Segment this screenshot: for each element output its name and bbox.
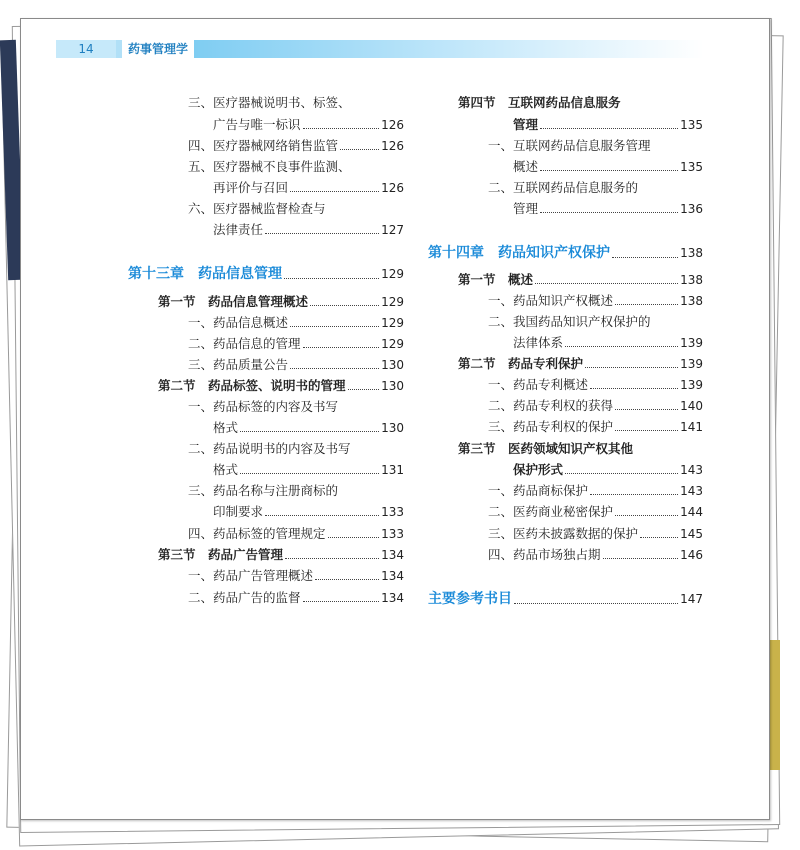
toc-entry: 一、药品信息概述 129: [188, 315, 404, 330]
toc-entry: 二、医药商业秘密保护 144: [488, 504, 703, 519]
section-heading: 保护形式 143: [513, 462, 703, 477]
toc-entry: 一、药品知识产权概述 138: [488, 293, 703, 308]
toc-entry: 概述 135: [513, 159, 703, 174]
toc-entry: 一、药品商标保护 143: [488, 483, 703, 498]
toc-entry: 二、药品广告的监督 134: [188, 590, 404, 605]
toc-entry: 三、医疗器械说明书、标签、: [188, 95, 351, 110]
toc-entry: 印制要求 133: [213, 504, 404, 519]
book-title: 药事管理学: [122, 40, 194, 58]
section-heading: 第二节 药品标签、说明书的管理 130: [158, 378, 404, 393]
chapter-heading: 第十三章 药品信息管理 129: [128, 266, 404, 282]
header-band: [194, 40, 704, 58]
chapter-heading: 主要参考书目 147: [428, 591, 703, 607]
page-number: 14: [56, 40, 116, 58]
section-heading: 第三节 药品广告管理 134: [158, 547, 404, 562]
section-heading: 第四节 互联网药品信息服务: [458, 95, 621, 110]
toc-entry: 三、药品名称与注册商标的: [188, 483, 339, 498]
toc-entry: 一、互联网药品信息服务管理: [488, 138, 651, 153]
toc-entry: 再评价与召回 126: [213, 180, 404, 195]
toc-entry: 三、药品专利权的保护 141: [488, 419, 703, 434]
toc-entry: 格式 130: [213, 420, 404, 435]
toc-entry: 管理 136: [513, 201, 703, 216]
section-heading: 第三节 医药领域知识产权其他: [458, 441, 634, 456]
toc-entry: 二、互联网药品信息服务的: [488, 180, 639, 195]
page-header: [56, 40, 704, 58]
toc-entry: 五、医疗器械不良事件监测、: [188, 159, 351, 174]
toc-entry: 一、药品专利概述 139: [488, 377, 703, 392]
section-heading: 第一节 药品信息管理概述 129: [158, 294, 404, 309]
toc-entry: 四、药品标签的管理规定 133: [188, 526, 404, 541]
toc-entry: 四、医疗器械网络销售监管 126: [188, 138, 404, 153]
toc-entry: 六、医疗器械监督检查与: [188, 201, 326, 216]
toc-entry: 广告与唯一标识 126: [213, 117, 404, 132]
toc-entry: 法律体系 139: [513, 335, 703, 350]
section-heading: 管理 135: [513, 117, 703, 132]
toc-entry: 四、药品市场独占期 146: [488, 547, 703, 562]
toc-entry: 格式 131: [213, 462, 404, 477]
toc-entry: 二、药品专利权的获得 140: [488, 398, 703, 413]
toc-entry: 二、药品说明书的内容及书写: [188, 441, 351, 456]
chapter-heading: 第十四章 药品知识产权保护 138: [428, 245, 703, 261]
book-cover-edge: [770, 640, 780, 770]
section-heading: 第二节 药品专利保护 139: [458, 356, 703, 371]
toc-entry: 二、我国药品知识产权保护的: [488, 314, 651, 329]
section-heading: 第一节 概述 138: [458, 272, 703, 287]
toc-entry: 二、药品信息的管理 129: [188, 336, 404, 351]
toc-entry: 一、药品标签的内容及书写: [188, 399, 339, 414]
toc-entry: 三、药品质量公告 130: [188, 357, 404, 372]
toc-entry: 三、医药未披露数据的保护 145: [488, 526, 703, 541]
toc-entry: 法律责任 127: [213, 222, 404, 237]
toc-entry: 一、药品广告管理概述 134: [188, 568, 404, 583]
